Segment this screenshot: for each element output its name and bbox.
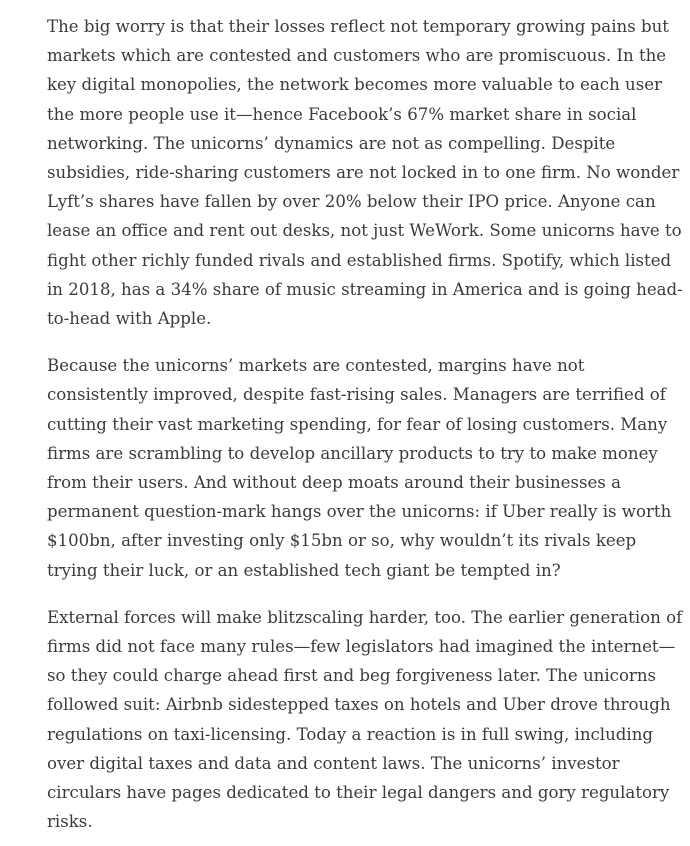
text-line: cutting their vast marketing spending, for fear of losing customers. Many (47, 414, 668, 434)
text-line: External forces will make blitzscaling harder, too. The earlier generation of (47, 607, 683, 627)
paragraph-2 (47, 351, 672, 585)
text-line: over digital taxes and data and content laws. The unicorns’ investor (47, 753, 620, 773)
text-line: $100bn, after investing only $15bn or so, why wouldn’t its rivals keep (47, 531, 637, 551)
text-line: markets which are contested and customers who are promiscuous. In the (47, 46, 667, 66)
text-line: so they could charge ahead first and beg forgiveness later. The unicorns (47, 666, 657, 686)
text-line: from their users. And without deep moats around their businesses a (47, 473, 622, 493)
text-line: subsidies, ride-sharing customers are not locked in to one firm. No wonder (47, 163, 680, 183)
text-line: circulars have pages dedicated to their legal dangers and gory regulatory (47, 783, 670, 803)
text-line: permanent question-mark hangs over the unicorns: if Uber really is worth (47, 502, 672, 522)
text-line: lease an office and rent out desks, not just WeWork. Some unicorns have to (47, 221, 682, 241)
text-line: firms did not face many rules—few legislators had imagined the internet— (47, 637, 676, 657)
paragraph-1 (47, 12, 683, 333)
text-line: in 2018, has a 34% share of music streaming in America and is going head- (47, 279, 683, 299)
paragraph-3 (47, 603, 683, 837)
text-line: fight other richly funded rivals and established firms. Spotify, which listed (47, 250, 672, 270)
text-line: risks. (47, 812, 93, 832)
article-body (47, 12, 683, 836)
text-line: followed suit: Airbnb sidestepped taxes on hotels and Uber drove through (47, 695, 671, 715)
text-line: trying their luck, or an established tech giant be tempted in? (47, 560, 561, 580)
text-line: to-head with Apple. (47, 309, 212, 329)
text-line: key digital monopolies, the network becomes more valuable to each user (47, 75, 662, 95)
text-line: The big worry is that their losses reflect not temporary growing pains but (47, 17, 669, 36)
text-line: networking. The unicorns’ dynamics are not as compelling. Despite (47, 133, 616, 153)
text-line: the more people use it—hence Facebook’s 67% market share in social (47, 104, 637, 124)
text-line: consistently improved, despite fast-rising sales. Managers are terrified of (47, 385, 666, 405)
text-line: Because the unicorns’ markets are contested, margins have not (47, 356, 585, 376)
text-line: regulations on taxi-licensing. Today a reaction is in full swing, including (47, 724, 654, 744)
text-line: Lyft’s shares have fallen by over 20% below their IPO price. Anyone can (47, 192, 656, 212)
text-line: firms are scrambling to develop ancillary products to try to make money (47, 443, 658, 463)
